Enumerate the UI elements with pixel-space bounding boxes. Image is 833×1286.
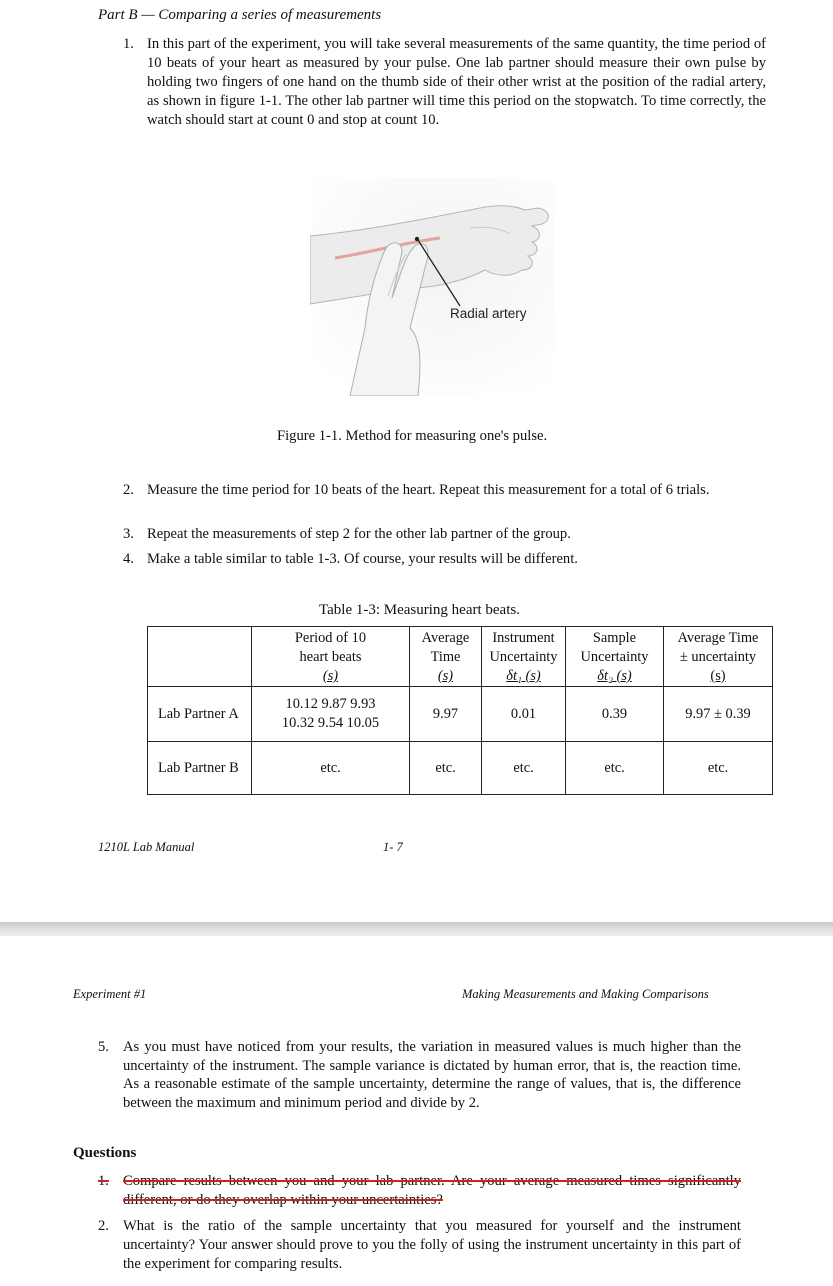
row-label: Lab Partner B xyxy=(148,742,252,795)
pulse-figure xyxy=(310,178,555,396)
item-3-number: 3. xyxy=(123,526,134,542)
page-2 xyxy=(0,936,833,1286)
average-value: 9.97 xyxy=(410,687,482,742)
table-row xyxy=(148,687,773,742)
header-average: Average Time (s) xyxy=(410,627,482,687)
period-values: etc. xyxy=(252,742,410,795)
header-average-time-uncertainty: Average Time ± uncertainty (s) xyxy=(664,627,773,687)
question-1-text: Compare results between you and your lab partner. Are your average measured times significantly different, or do they overlap within your uncertainties? xyxy=(123,1173,741,1208)
header-section-title: Making Measurements and Making Comparisons xyxy=(462,987,709,1001)
item-1-text: In this part of the experiment, you will take several measurements of the same quantity, the time period of 10 beats of your heart as measured by your pulse. One lab partner should measure their own pulse by holding two fingers of one hand on the thumb side of their other wrist at the position of the radial artery, as shown in figure 1-1. The other lab partner will time this period on the stopwatch. To time correctly, the watch should start at count 0 and stop at count 10. xyxy=(147,36,766,128)
result-value: etc. xyxy=(664,742,773,795)
page-separator xyxy=(0,922,833,936)
footer-page-number: 1- 7 xyxy=(383,840,403,854)
item-1-number: 1. xyxy=(123,36,134,52)
instrument-uncertainty-value: etc. xyxy=(482,742,566,795)
radial-artery-label: Radial artery xyxy=(450,306,527,321)
sample-uncertainty-value: etc. xyxy=(566,742,664,795)
average-value: etc. xyxy=(410,742,482,795)
question-2-number: 2. xyxy=(98,1218,109,1234)
question-2-text: What is the ratio of the sample uncertainty that you measured for yourself and the instrument uncertainty? Your answer should prove to you the folly of using the instrument uncertainty in this part of the experiment for comparing results. xyxy=(123,1218,741,1272)
item-5-number: 5. xyxy=(98,1039,109,1055)
footer-manual-title: 1210L Lab Manual xyxy=(98,840,195,854)
row-label: Lab Partner A xyxy=(148,687,252,742)
questions-heading: Questions xyxy=(73,1145,137,1161)
figure-caption: Figure 1-1. Method for measuring one's pulse. xyxy=(277,428,548,444)
item-5-text: As you must have noticed from your results, the variation in measured values is much higher than the uncertainty of the instrument. The sample variance is dictated by human error, that is, the reaction time. As a reasonable estimate of the sample uncertainty, determine the range of values, that is, the difference between the maximum and minimum period and divide by 2. xyxy=(123,1039,741,1111)
item-2-text: Measure the time period for 10 beats of the heart. Repeat this measurement for a total of 6 trials. xyxy=(147,482,710,498)
header-instrument-uncertainty: Instrument Uncertainty δt₁ (s) xyxy=(482,627,566,687)
wrist-pulse-illustration xyxy=(310,178,555,396)
result-value: 9.97 ± 0.39 xyxy=(664,687,773,742)
table-row xyxy=(148,742,773,795)
header-empty-cell xyxy=(148,627,252,687)
period-values: 10.12 9.87 9.93 10.32 9.54 10.05 xyxy=(252,687,410,742)
header-sample-uncertainty: Sample Uncertainty δt₂ (s) xyxy=(566,627,664,687)
header-experiment: Experiment #1 xyxy=(73,987,147,1001)
sample-uncertainty-value: 0.39 xyxy=(566,687,664,742)
question-1-number: 1. xyxy=(98,1173,109,1189)
table-header-row xyxy=(148,627,773,687)
item-4-number: 4. xyxy=(123,551,134,567)
item-3-text: Repeat the measurements of step 2 for the other lab partner of the group. xyxy=(147,526,571,542)
header-period: Period of 10 heart beats (s) xyxy=(252,627,410,687)
part-heading: Part B — Comparing a series of measurements xyxy=(98,7,382,23)
table-caption: Table 1-3: Measuring heart beats. xyxy=(319,602,520,618)
item-2-number: 2. xyxy=(123,482,134,498)
instrument-uncertainty-value: 0.01 xyxy=(482,687,566,742)
item-4-text: Make a table similar to table 1-3. Of course, your results will be different. xyxy=(147,551,578,567)
heart-beats-table xyxy=(147,626,773,795)
